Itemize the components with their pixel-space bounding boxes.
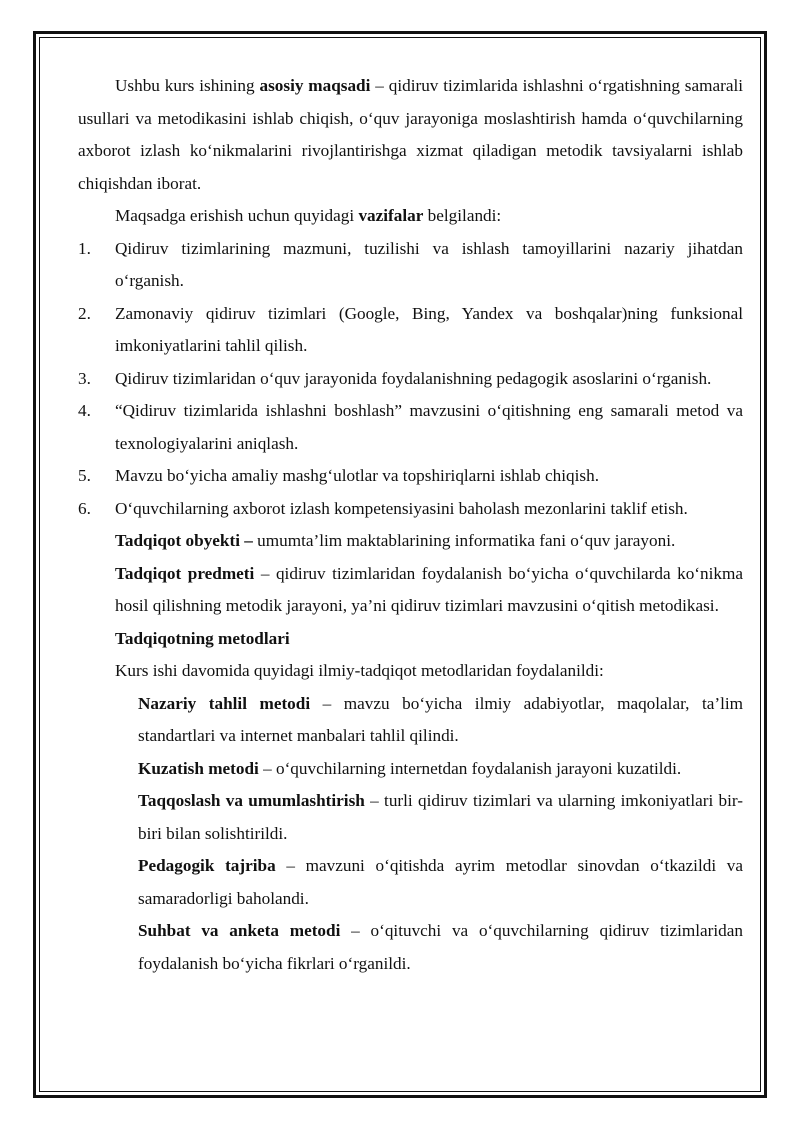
list-item-text: O‘quvchilarning axborot izlash kompetensiyasini baholash mezonlarini taklif etish. (115, 498, 688, 518)
goal-paragraph (78, 70, 743, 200)
method-name: Nazariy tahlil metodi (138, 693, 311, 713)
method-description: – mavzu bo‘yicha ilmiy adabiyotlar, maqolalar, ta’lim standartlari va internet manbalari tahlil qilindi. (138, 693, 743, 745)
research-object (78, 525, 743, 558)
method-item (78, 915, 743, 980)
method-name: Suhbat va anketa metodi (138, 921, 341, 940)
methods-heading-text: Tadqiqotning metodlari (115, 628, 290, 648)
document-body (78, 70, 743, 980)
list-item-number: 6. (78, 498, 91, 518)
tasks-intro-lead: Maqsadga erishish uchun quyidagi (115, 206, 355, 225)
method-item (78, 850, 743, 915)
list-item-text: “Qidiruv tizimlarida ishlashni boshlash” mavzusini o‘qitishning eng samarali metod va texnologiyalarini aniqlash. (115, 401, 743, 453)
list-item (78, 460, 743, 493)
tasks-intro-rest: belgilandi: (423, 206, 502, 225)
method-description: – o‘quvchilarning internetdan foydalanish jarayoni kuzatildi. (258, 758, 682, 778)
list-item-text: Mavzu bo‘yicha amaliy mashg‘ulotlar va topshiriqlarni ishlab chiqish. (115, 466, 600, 485)
methods-intro: Kurs ishi davomida quyidagi ilmiy-tadqiqot metodlaridan foydalanildi: (115, 661, 604, 680)
method-item (78, 785, 743, 850)
list-item (78, 395, 743, 460)
method-name: Kuzatish metodi (138, 758, 259, 778)
method-description: – turli qidiruv tizimlari va ularning imkoniyatlari bir-biri bilan solishtirildi. (138, 791, 744, 843)
method-item (78, 753, 743, 786)
list-item-text: Zamonaviy qidiruv tizimlari (Google, Bing, Yandex va boshqalar)ning funksional imkoniyatlarini tahlil qilish. (115, 303, 743, 355)
method-description: – mavzuni o‘qitishda ayrim metodlar sinovdan o‘tkazildi va samaradorligi baholandi. (138, 856, 744, 908)
tasks-list (78, 233, 743, 526)
list-item-text: Qidiruv tizimlarining mazmuni, tuzilishi va ishlash tamoyillarini nazariy jihatdan o‘rganish. (115, 238, 743, 290)
list-item (78, 298, 743, 363)
method-name: Pedagogik tajriba (138, 856, 276, 875)
research-object-text: umumta’lim maktablarining informatika fani o‘quv jarayoni. (252, 531, 676, 550)
research-subject-text: – qidiruv tizimlaridan foydalanish bo‘yicha o‘quvchilarda ko‘nikma hosil qilishning metodik jarayoni, ya’ni qidiruv tizimlari mavzusini o‘qitish metodikasi. (115, 563, 743, 615)
list-item-number: 2. (78, 303, 91, 323)
list-item-text: Qidiruv tizimlaridan o‘quv jarayonida foydalanishning pedagogik asoslarini o‘rganish. (115, 368, 712, 388)
tasks-intro (78, 200, 743, 233)
method-item (78, 688, 743, 753)
methods-heading (78, 623, 743, 656)
goal-bold-term: asosiy maqsadi (259, 76, 371, 95)
list-item (78, 233, 743, 298)
tasks-intro-bold: vazifalar (358, 206, 424, 225)
goal-rest-text: – qidiruv tizimlarida ishlashni o‘rgatishning samarali usullari va metodikasini ishlab chiqish, o‘quv jarayoniga moslashtirish hamda o‘quvchilarning axborot izlash ko‘nikmalarini rivojlantirishga xizmat qiladigan metodik tavsiyalarni ishlab chiqishdan iborat. (78, 76, 744, 193)
list-item-number: 4. (78, 401, 91, 420)
list-item (78, 363, 743, 396)
goal-lead-text: Ushbu kurs ishining (115, 76, 255, 95)
list-item-number: 3. (78, 368, 91, 388)
method-name: Taqqoslash va umumlashtirish (138, 791, 365, 810)
research-subject-label: Tadqiqot predmeti (115, 563, 255, 583)
research-object-label: Tadqiqot obyekti – (115, 531, 253, 550)
list-item-number: 5. (78, 466, 91, 485)
list-item-number: 1. (78, 238, 91, 258)
research-subject (78, 558, 743, 623)
list-item (78, 493, 743, 526)
method-description: – o‘qituvchi va o‘quvchilarning qidiruv tizimlaridan foydalanish bo‘yicha fikrlari o‘rganildi. (138, 921, 744, 973)
